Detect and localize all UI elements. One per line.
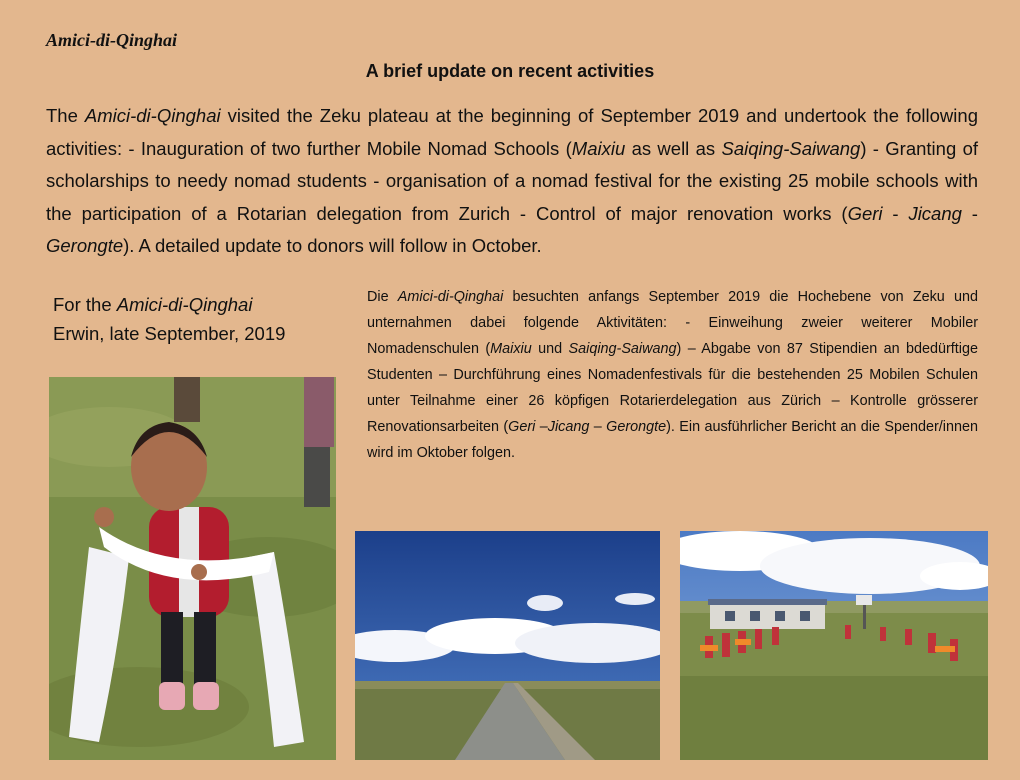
signature: [53, 290, 285, 348]
intro-text: ). A detailed update to donors will follow in October.: [123, 235, 542, 256]
org-name: Amici-di-Qinghai: [46, 30, 178, 50]
english-paragraph: [46, 100, 978, 263]
german-text: –: [535, 419, 548, 435]
photo-road-landscape: [355, 531, 660, 760]
german-text: und: [531, 341, 569, 357]
intro-school-name: Maixiu: [571, 137, 626, 159]
german-text: besuchten anfangs September 2019 die Hochebene von Zeku und unternahmen dabei folgende Aktivitäten: - Einweihung zweier weiterer Mobiler Nomadenschulen (: [367, 289, 979, 357]
german-text: ). Ein ausführlicher Bericht an die Spender/innen wird im Oktober folgen.: [367, 419, 978, 461]
page-title: A brief update on recent activities: [365, 61, 655, 81]
intro-place-name: Gerongte: [46, 235, 124, 256]
intro-place-name: Geri: [847, 202, 883, 224]
intro-text: ) - Granting of scholarships to needy nomad students - organisation of a nomad festival for the existing 25 mobile schools with the participation of a Rotarian delegation from Zurich - Control of major renovation works (: [46, 137, 978, 224]
german-place-name: Jicang: [547, 419, 590, 435]
intro-org-name: Amici-di-Qinghai: [84, 105, 221, 126]
german-org-name: Amici-di-Qinghai: [397, 289, 504, 305]
german-place-name: Gerongte: [606, 419, 667, 435]
signature-line-1: [53, 290, 285, 319]
intro-text: visited the Zeku plateau at the beginning of September 2019 and undertook the following activities: - Inauguration of two further Mobile Nomad Schools (: [46, 105, 978, 159]
intro-text: as well as: [625, 137, 722, 159]
german-school-name: Saiqing-Saiwang: [568, 341, 677, 357]
german-text: –: [589, 419, 607, 435]
german-text: Die: [367, 289, 398, 305]
intro-text: -: [961, 202, 978, 224]
intro-text: -: [882, 202, 909, 224]
german-school-name: Maixiu: [490, 341, 532, 357]
signature-org-name: Amici-di-Qinghai: [116, 294, 253, 315]
intro-place-name: Jicang: [908, 202, 962, 224]
german-text: ) – Abgabe von 87 Stipendien an bdedürftige Studenten – Durchführung eines Nomadenfestivals für die bestehenden 25 Mobilen Schulen unter Teilnahme einer 26 köpfigen Rotarierdelegation aus Zürich – Kontrolle grösserer Renovationsarbeiten (: [367, 341, 979, 435]
signature-prefix: For the: [53, 294, 117, 315]
german-paragraph: [367, 284, 978, 466]
intro-school-name: Saiqing-Saiwang: [721, 137, 861, 159]
signature-line-2: Erwin, late September, 2019: [53, 323, 286, 344]
photo-girl-with-scarf: [49, 377, 336, 760]
intro-text: The: [46, 105, 85, 126]
german-place-name: Geri: [508, 419, 536, 435]
photo-children-field: [680, 531, 988, 760]
